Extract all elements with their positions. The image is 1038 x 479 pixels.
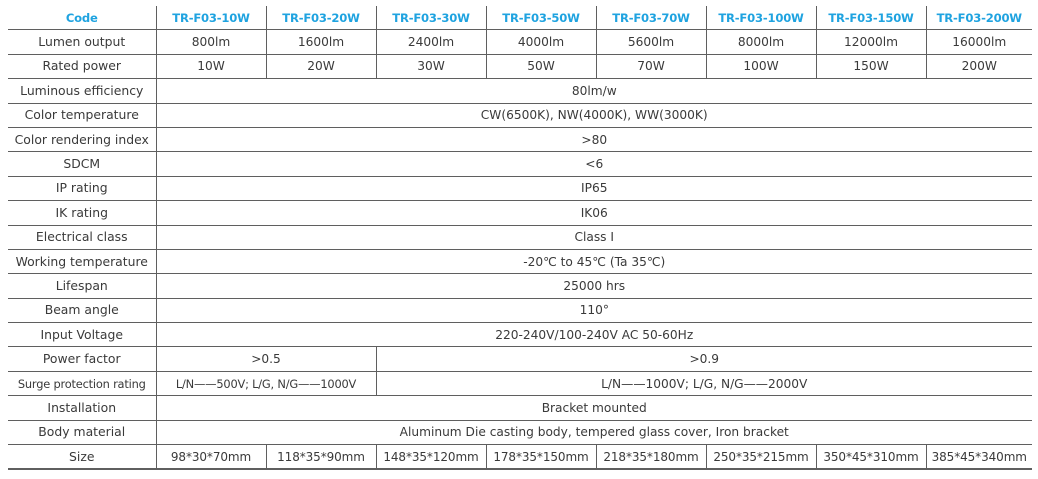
cell-value: L/N——500V; L/G, N/G——1000V: [156, 371, 376, 395]
model-header: TR-F03-150W: [816, 6, 926, 30]
row-luminous-efficiency: [8, 79, 1032, 103]
row-color-rendering-index: [8, 127, 1032, 151]
cell-value: CW(6500K), NW(4000K), WW(3000K): [156, 103, 1032, 127]
cell-value: Bracket mounted: [156, 396, 1032, 420]
model-header: TR-F03-100W: [706, 6, 816, 30]
row-label: IK rating: [8, 201, 156, 225]
cell-value: 98*30*70mm: [156, 445, 266, 470]
row-lifespan: [8, 274, 1032, 298]
model-header: TR-F03-70W: [596, 6, 706, 30]
row-label: Installation: [8, 396, 156, 420]
row-label: SDCM: [8, 152, 156, 176]
cell-value: <6: [156, 152, 1032, 176]
cell-value: >80: [156, 127, 1032, 151]
cell-value: 5600lm: [596, 30, 706, 54]
row-rated-power: [8, 54, 1032, 78]
cell-value: 218*35*180mm: [596, 445, 706, 470]
spec-table: [8, 6, 1032, 470]
cell-value: -20℃ to 45℃ (Ta 35℃): [156, 249, 1032, 273]
row-working-temperature: [8, 249, 1032, 273]
cell-value: Class I: [156, 225, 1032, 249]
cell-value: 2400lm: [376, 30, 486, 54]
cell-value: 50W: [486, 54, 596, 78]
row-label: Luminous efficiency: [8, 79, 156, 103]
cell-value: 150W: [816, 54, 926, 78]
row-label: Rated power: [8, 54, 156, 78]
cell-value: 70W: [596, 54, 706, 78]
cell-value: >0.5: [156, 347, 376, 371]
row-label: Lumen output: [8, 30, 156, 54]
model-header: TR-F03-30W: [376, 6, 486, 30]
cell-value: 148*35*120mm: [376, 445, 486, 470]
row-beam-angle: [8, 298, 1032, 322]
cell-value: 12000lm: [816, 30, 926, 54]
cell-value: 100W: [706, 54, 816, 78]
row-body-material: [8, 420, 1032, 444]
cell-value: 385*45*340mm: [926, 445, 1032, 470]
cell-value: 178*35*150mm: [486, 445, 596, 470]
row-color-temperature: [8, 103, 1032, 127]
row-power-factor: [8, 347, 1032, 371]
model-header: TR-F03-10W: [156, 6, 266, 30]
cell-value: IP65: [156, 176, 1032, 200]
cell-value: L/N——1000V; L/G, N/G——2000V: [376, 371, 1032, 395]
row-label: Power factor: [8, 347, 156, 371]
cell-value: 200W: [926, 54, 1032, 78]
row-label: Electrical class: [8, 225, 156, 249]
row-electrical-class: [8, 225, 1032, 249]
row-label: IP rating: [8, 176, 156, 200]
row-installation: [8, 396, 1032, 420]
cell-value: 30W: [376, 54, 486, 78]
cell-value: 1600lm: [266, 30, 376, 54]
row-sdcm: [8, 152, 1032, 176]
cell-value: 80lm/w: [156, 79, 1032, 103]
row-lumen-output: [8, 30, 1032, 54]
cell-value: 20W: [266, 54, 376, 78]
cell-value: 110°: [156, 298, 1032, 322]
cell-value: 118*35*90mm: [266, 445, 376, 470]
cell-value: 8000lm: [706, 30, 816, 54]
cell-value: 16000lm: [926, 30, 1032, 54]
cell-value: 25000 hrs: [156, 274, 1032, 298]
row-input-voltage: [8, 323, 1032, 347]
row-size: [8, 445, 1032, 470]
row-label: Beam angle: [8, 298, 156, 322]
row-label: Working temperature: [8, 249, 156, 273]
cell-value: Aluminum Die casting body, tempered glass cover, Iron bracket: [156, 420, 1032, 444]
row-label: Color temperature: [8, 103, 156, 127]
row-ip-rating: [8, 176, 1032, 200]
row-label: Lifespan: [8, 274, 156, 298]
row-label: Input Voltage: [8, 323, 156, 347]
row-label: Surge protection rating: [8, 371, 156, 395]
model-header: TR-F03-200W: [926, 6, 1032, 30]
row-label: Color rendering index: [8, 127, 156, 151]
row-ik-rating: [8, 201, 1032, 225]
cell-value: IK06: [156, 201, 1032, 225]
code-header: Code: [8, 6, 156, 30]
cell-value: >0.9: [376, 347, 1032, 371]
model-header: TR-F03-50W: [486, 6, 596, 30]
cell-value: 350*45*310mm: [816, 445, 926, 470]
header-row: [8, 6, 1032, 30]
model-header: TR-F03-20W: [266, 6, 376, 30]
cell-value: 4000lm: [486, 30, 596, 54]
row-label: Body material: [8, 420, 156, 444]
cell-value: 10W: [156, 54, 266, 78]
cell-value: 250*35*215mm: [706, 445, 816, 470]
cell-value: 800lm: [156, 30, 266, 54]
row-label: Size: [8, 445, 156, 470]
cell-value: 220-240V/100-240V AC 50-60Hz: [156, 323, 1032, 347]
row-surge-protection: [8, 371, 1032, 395]
